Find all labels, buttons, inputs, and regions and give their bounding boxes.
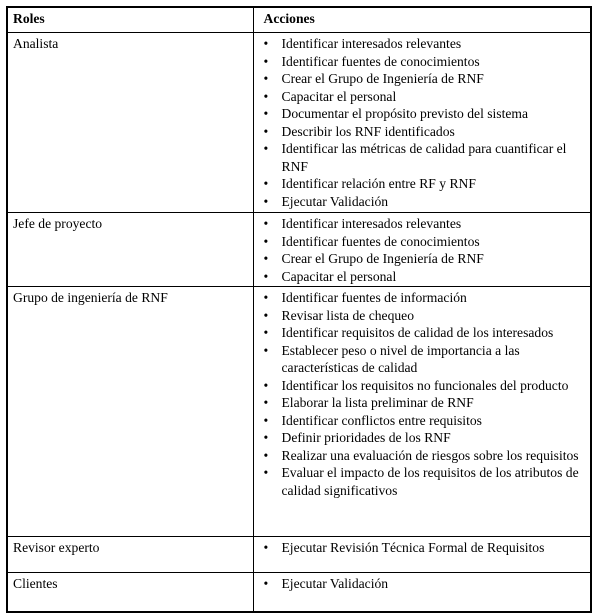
actions-cell-revisor-experto	[253, 537, 591, 573]
actions-list	[254, 575, 588, 593]
role-cell-revisor-experto: Revisor experto	[7, 537, 253, 573]
roles-actions-table	[6, 6, 592, 613]
action-text: Identificar los requisitos no funcionales del producto	[281, 377, 569, 393]
action-text: Identificar interesados relevantes	[281, 36, 462, 51]
action-text: Identificar fuentes de información	[281, 290, 467, 305]
action-item	[254, 233, 588, 251]
action-text: Documentar el propósito previsto del sistema	[281, 106, 529, 121]
actions-cell-analista	[253, 33, 591, 213]
actions-cell-clientes	[253, 573, 591, 613]
bullet-icon: •	[263, 193, 269, 209]
action-text: Capacitar el personal	[281, 268, 397, 284]
action-text: Capacitar el personal	[281, 88, 397, 104]
role-cell-grupo-ingenieria-rnf: Grupo de ingeniería de RNF	[7, 287, 253, 537]
action-text: Identificar fuentes de conocimientos	[281, 233, 480, 249]
action-text: Identificar relación entre RF y RNF	[281, 176, 476, 191]
action-item	[254, 70, 588, 88]
action-item	[254, 447, 588, 465]
bullet-icon: •	[263, 233, 269, 249]
bullet-icon: •	[263, 290, 269, 305]
actions-column-header: Acciones	[253, 7, 591, 33]
action-item	[254, 53, 588, 71]
bullet-icon: •	[263, 268, 269, 284]
bullet-icon: •	[263, 540, 269, 555]
actions-list	[254, 215, 588, 285]
action-item	[254, 539, 588, 557]
bullet-icon: •	[263, 395, 269, 410]
action-item	[254, 123, 588, 141]
bullet-icon: •	[263, 251, 269, 266]
bullet-icon: •	[263, 447, 269, 463]
bullet-icon: •	[263, 342, 269, 358]
action-item	[254, 464, 588, 499]
action-item	[254, 268, 588, 286]
bullet-icon: •	[263, 465, 269, 480]
bullet-icon: •	[263, 576, 269, 591]
action-item	[254, 289, 588, 307]
action-item	[254, 193, 588, 211]
bullet-icon: •	[263, 325, 269, 340]
action-item	[254, 429, 588, 447]
actions-list	[254, 35, 588, 210]
action-text: Revisar lista de chequeo	[281, 307, 414, 323]
action-item	[254, 324, 588, 342]
action-item	[254, 575, 588, 593]
action-item	[254, 215, 588, 233]
action-text: Crear el Grupo de Ingeniería de RNF	[281, 251, 484, 266]
action-text: Definir prioridades de los RNF	[281, 430, 451, 445]
action-item	[254, 377, 588, 395]
bullet-icon: •	[263, 141, 269, 156]
bullet-icon: •	[263, 377, 269, 393]
action-text: Evaluar el impacto de los requisitos de los atributos de calidad significativos	[281, 465, 579, 498]
action-item	[254, 35, 588, 53]
role-cell-jefe-de-proyecto: Jefe de proyecto	[7, 213, 253, 287]
action-item	[254, 307, 588, 325]
action-text: Elaborar la lista preliminar de RNF	[281, 395, 474, 410]
action-item	[254, 412, 588, 430]
action-item	[254, 250, 588, 268]
action-text: Ejecutar Validación	[281, 193, 389, 209]
action-text: Describir los RNF identificados	[281, 123, 455, 139]
bullet-icon: •	[263, 36, 269, 51]
actions-list	[254, 539, 588, 557]
bullet-icon: •	[263, 176, 269, 191]
action-text: Ejecutar Revisión Técnica Formal de Requisitos	[281, 540, 545, 555]
action-item	[254, 88, 588, 106]
role-cell-analista: Analista	[7, 33, 253, 213]
role-cell-clientes: Clientes	[7, 573, 253, 613]
actions-list	[254, 289, 588, 499]
bullet-icon: •	[263, 53, 269, 69]
action-text: Ejecutar Validación	[281, 576, 389, 591]
action-text: Identificar fuentes de conocimientos	[281, 53, 480, 69]
action-item	[254, 394, 588, 412]
actions-cell-jefe-de-proyecto	[253, 213, 591, 287]
bullet-icon: •	[263, 88, 269, 104]
table-header-row	[7, 7, 591, 33]
table-row-analista	[7, 33, 591, 213]
action-text: Realizar una evaluación de riesgos sobre los requisitos	[281, 447, 579, 463]
action-item	[254, 105, 588, 123]
roles-column-header: Roles	[7, 7, 253, 33]
document-page	[6, 6, 592, 613]
action-text: Crear el Grupo de Ingeniería de RNF	[281, 71, 484, 86]
action-text: Establecer peso o nivel de importancia a las características de calidad	[281, 342, 520, 375]
bullet-icon: •	[263, 106, 269, 121]
actions-cell-grupo-ingenieria-rnf	[253, 287, 591, 537]
action-item	[254, 175, 588, 193]
bullet-icon: •	[263, 123, 269, 139]
bullet-icon: •	[263, 430, 269, 445]
action-text: Identificar conflictos entre requisitos	[281, 412, 482, 428]
action-text: Identificar requisitos de calidad de los interesados	[281, 325, 554, 340]
action-item	[254, 342, 588, 377]
table-row-clientes	[7, 573, 591, 613]
bullet-icon: •	[263, 307, 269, 323]
bullet-icon: •	[263, 412, 269, 428]
action-item	[254, 140, 588, 175]
table-row-grupo-ingenieria-rnf	[7, 287, 591, 537]
table-row-revisor-experto	[7, 537, 591, 573]
bullet-icon: •	[263, 71, 269, 86]
bullet-icon: •	[263, 216, 269, 231]
action-text: Identificar las métricas de calidad para cuantificar el RNF	[281, 141, 567, 174]
action-text: Identificar interesados relevantes	[281, 216, 462, 231]
table-row-jefe-de-proyecto	[7, 213, 591, 287]
